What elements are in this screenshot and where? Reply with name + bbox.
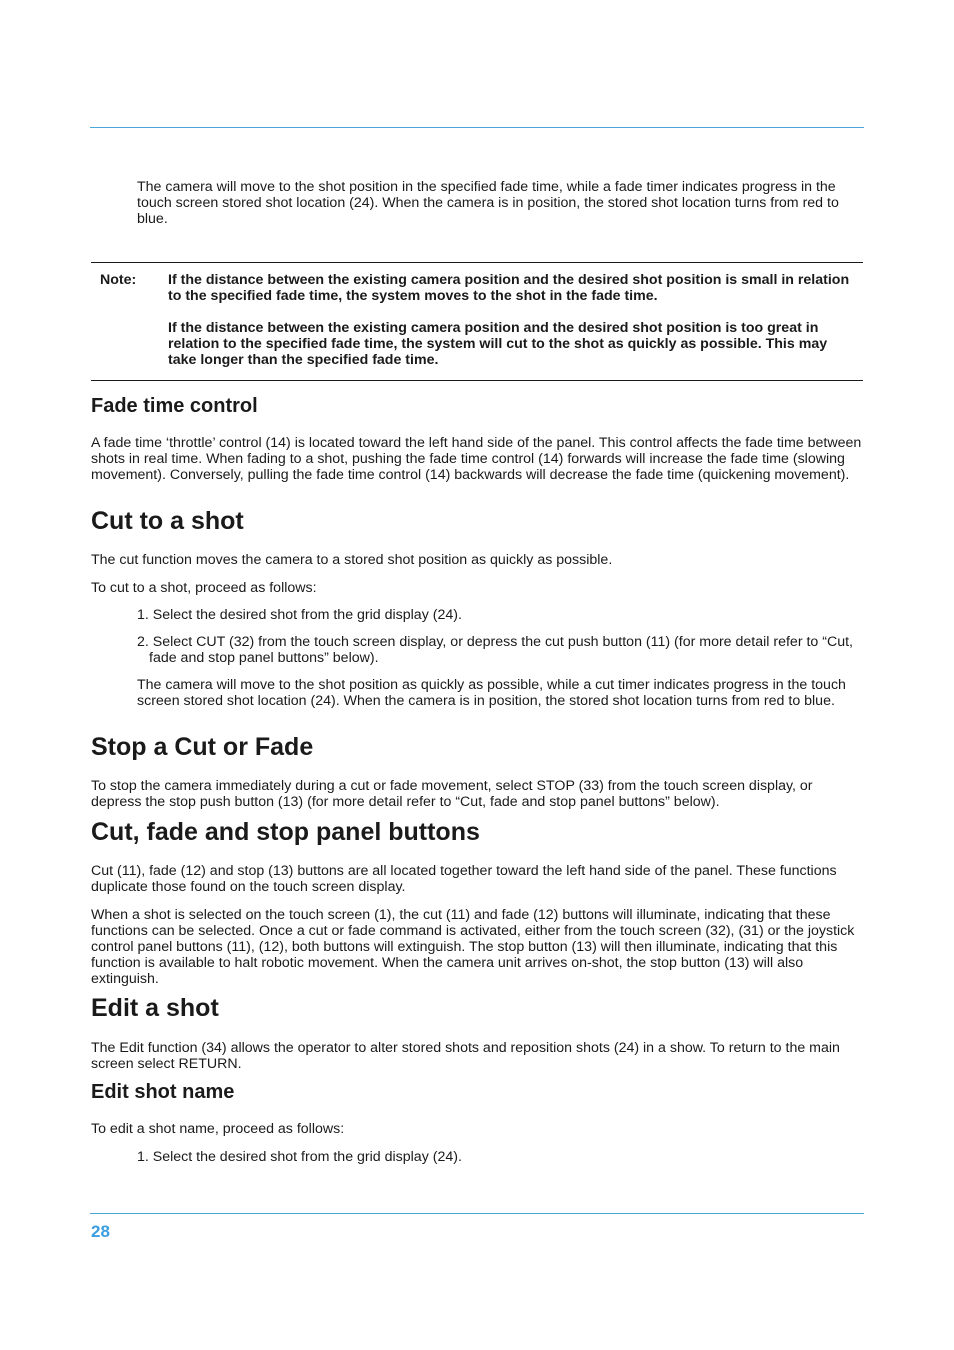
footer-rule <box>90 1213 864 1214</box>
heading-edit-shot-name: Edit shot name <box>91 1081 235 1103</box>
stop-paragraph: To stop the camera immediately during a cut or fade movement, select STOP (33) from the touch screen display, or depress the stop push button (13) (for more detail refer to “Cut, fade and stop panel buttons” below). <box>91 778 813 810</box>
note-box <box>91 262 863 381</box>
heading-stop: Stop a Cut or Fade <box>91 733 314 761</box>
panel-buttons-block-2 <box>91 907 863 987</box>
heading-panel-buttons: Cut, fade and stop panel buttons <box>91 818 480 846</box>
edit-shot-paragraph: The Edit function (34) allows the operator to alter stored shots and reposition shots (24) in a show. To return to the main screen select RETURN. <box>91 1040 840 1072</box>
cut-to-shot-intro <box>91 552 863 568</box>
edit-shot-name-block <box>91 1121 863 1137</box>
panel-buttons-paragraph-1: Cut (11), fade (12) and stop (13) buttons are all located together toward the left hand side of the panel. These functions duplicate those found on the touch screen display. <box>91 863 837 895</box>
fade-time-block <box>91 435 863 483</box>
page-number: 28 <box>91 1222 110 1241</box>
fade-time-paragraph: A fade time ‘throttle’ control (14) is located toward the left hand side of the panel. This control affects the fade time between shots in real time. When fading to a shot, pushing the fade time control (14) forwards will increase the fade time (slowing movement). Conversely, pulling the fade time control (14) backwards will decrease the fade time (quickening movement). <box>91 435 862 483</box>
cut-result-block <box>91 677 863 709</box>
cut-paragraph-2: To cut to a shot, proceed as follows: <box>91 580 317 596</box>
cut-step-1-block <box>91 607 863 623</box>
stop-block <box>91 778 863 810</box>
cut-to-shot-proceed <box>91 580 863 596</box>
heading-cut-to-shot: Cut to a shot <box>91 507 244 535</box>
intro-paragraph: The camera will move to the shot position in the specified fade time, while a fade timer indicates progress in the touch screen stored shot location (24). When the camera is in position, the stored shot location turns from red to blue. <box>137 179 839 227</box>
panel-buttons-block-1 <box>91 863 863 895</box>
cut-result-paragraph: The camera will move to the shot position as quickly as possible, while a cut timer indicates progress in the touch screen stored shot location (24). When the camera is in position, the stored shot location turns from red to blue. <box>137 677 846 709</box>
intro-block <box>91 179 863 227</box>
cut-step-2-block <box>91 634 863 666</box>
edit-shot-block <box>91 1040 863 1072</box>
note-paragraph-2: If the distance between the existing camera position and the desired shot position is too great in relation to the specified fade time, the system will cut to the shot as quickly as possible. This may take longer than the specified fade time. <box>168 320 828 368</box>
header-rule <box>90 127 864 128</box>
note-label: Note: <box>100 272 137 288</box>
edit-step-1: 1. Select the desired shot from the grid display (24). <box>137 1149 462 1165</box>
panel-buttons-paragraph-2: When a shot is selected on the touch screen (1), the cut (11) and fade (12) buttons will illuminate, indicating that these functions can be selected. Once a cut or fade command is activated, either from the touch screen (32), (31) or the joystick control panel buttons (11), (12), both buttons will extinguish. The stop button (13) will then illuminate, indicating that this function is available to halt robotic movement. When the camera unit arrives on-shot, the stop button (13) will also extinguish. <box>91 907 855 987</box>
cut-paragraph-1: The cut function moves the camera to a stored shot position as quickly as possible. <box>91 552 613 568</box>
edit-shot-name-paragraph: To edit a shot name, proceed as follows: <box>91 1121 345 1137</box>
heading-fade-time-control: Fade time control <box>91 395 258 417</box>
note-paragraph-1: If the distance between the existing camera position and the desired shot position is small in relation to the specified fade time, the system moves to the shot in the fade time. <box>168 272 850 304</box>
cut-step-2: 2. Select CUT (32) from the touch screen display, or depress the cut push button (11) (for more detail refer to “Cut, fade and stop panel buttons” below). <box>137 634 854 666</box>
cut-step-1: 1. Select the desired shot from the grid display (24). <box>137 607 462 623</box>
heading-edit-shot: Edit a shot <box>91 994 219 1022</box>
edit-step-1-block <box>91 1149 863 1165</box>
